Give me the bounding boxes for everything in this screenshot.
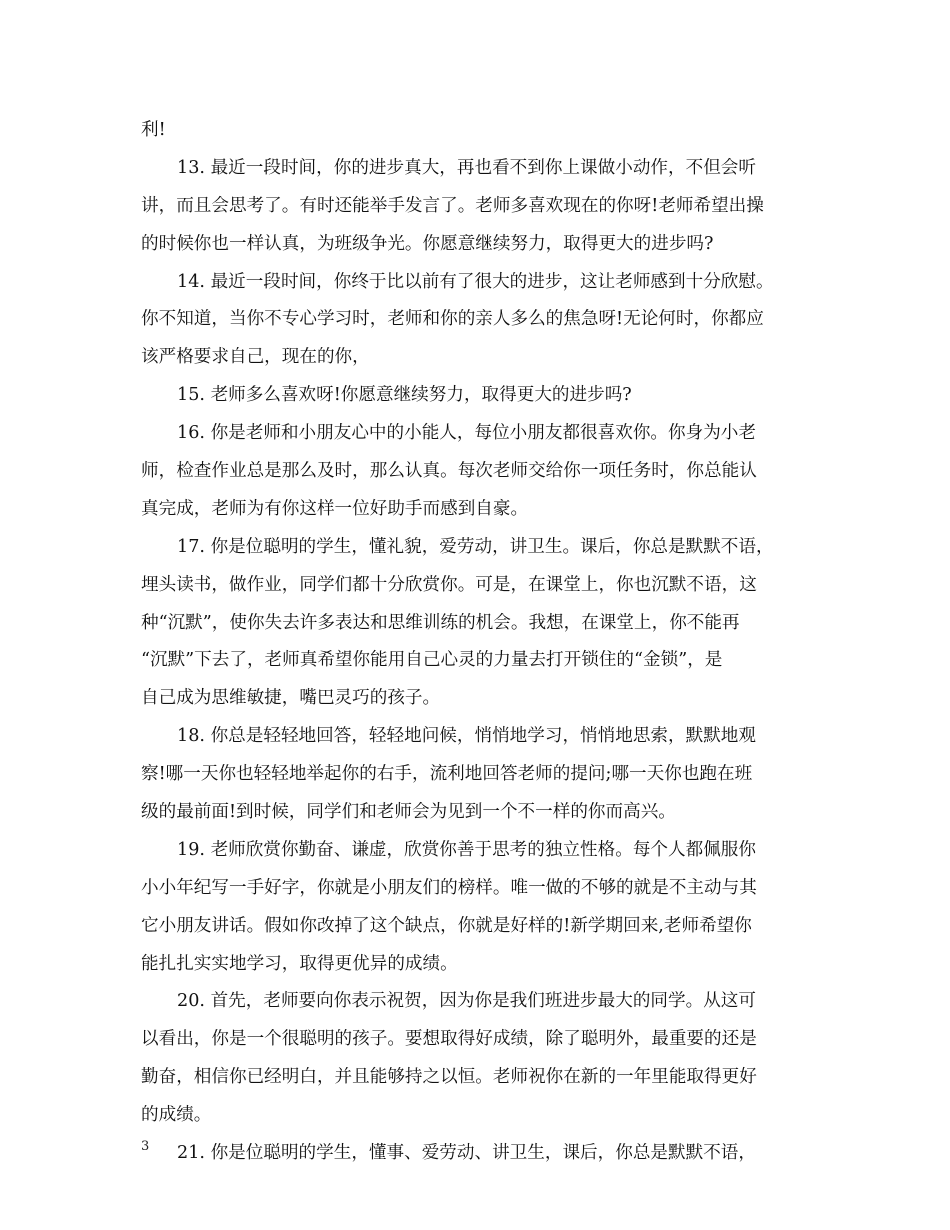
text-line: 利! [141, 120, 166, 140]
text-line: 它小朋友讲话。假如你改掉了这个缺点，你就是好样的!新学期回来,老师希望你 [141, 915, 752, 936]
body-text [141, 112, 811, 1173]
text-line: 埋头读书，做作业，同学们都十分欣赏你。可是，在课堂上，你也沉默不语，这 [141, 574, 757, 595]
text-line: 13. 最近一段时间，你的进步真大，再也看不到你上课做小动作，不但会听 [177, 157, 756, 178]
text-line: 17. 你是位聪明的学生，懂礼貌，爱劳动，讲卫生。课后，你总是默默不语， [177, 536, 774, 557]
text-line: 14. 最近一段时间，你终于比以前有了很大的进步，这让老师感到十分欣慰。 [177, 271, 774, 292]
text-line: 15. 老师多么喜欢呀!你愿意继续努力，取得更大的进步吗? [177, 385, 632, 406]
text-line: 该严格要求自己，现在的你， [141, 347, 370, 368]
text-line: 种“沉默”，使你失去许多表达和思维训练的机会。我想，在课堂上，你不能再 [141, 612, 740, 633]
text-line: 勤奋，相信你已经明白，并且能够持之以恒。老师祝你在新的一年里能取得更好 [141, 1067, 757, 1088]
text-line: 20. 首先，老师要向你表示祝贺，因为你是我们班进步最大的同学。从这可 [177, 991, 756, 1012]
text-line: 21. 你是位聪明的学生，懂事、爱劳动、讲卫生，课后，你总是默默不语， [177, 1143, 756, 1164]
text-line: 级的最前面!到时候，同学们和老师会为见到一个不一样的你而高兴。 [141, 802, 676, 823]
text-line: 的成绩。 [141, 1105, 212, 1126]
text-line: 师，检查作业总是那么及时，那么认真。每次老师交给你一项任务时，你总能认 [141, 461, 757, 482]
text-line: 能扎扎实实地学习，取得更优异的成绩。 [141, 953, 458, 974]
page-number: 3 [141, 1139, 150, 1154]
text-line: 自己成为思维敏捷，嘴巴灵巧的孩子。 [141, 688, 441, 709]
text-line: 讲，而且会思考了。有时还能举手发言了。老师多喜欢现在的你呀!老师希望出操 [141, 195, 764, 216]
text-line: 真完成，老师为有你这样一位好助手而感到自豪。 [141, 498, 529, 519]
text-line: 18. 你总是轻轻地回答，轻轻地问候，悄悄地学习，悄悄地思索，默默地观 [177, 726, 756, 747]
text-line: 小小年纪写一手好字，你就是小朋友们的榜样。唯一做的不够的就是不主动与其 [141, 877, 757, 898]
text-line: 的时候你也一样认真，为班级争光。你愿意继续努力，取得更大的进步吗? [141, 233, 714, 254]
text-line: 16. 你是老师和小朋友心中的小能人，每位小朋友都很喜欢你。你身为小老 [177, 423, 756, 444]
text-line: 以看出，你是一个很聪明的孩子。要想取得好成绩，除了聪明外，最重要的还是 [141, 1029, 757, 1050]
text-line: “沉默”下去了，老师真希望你能用自己心灵的力量去打开锁住的“金锁”，是 [141, 650, 723, 671]
text-line: 19. 老师欣赏你勤奋、谦虚，欣赏你善于思考的独立性格。每个人都佩服你 [177, 839, 756, 860]
text-line: 察!哪一天你也轻轻地举起你的右手，流利地回答老师的提问;哪一天你也跑在班 [141, 764, 753, 785]
text-line: 你不知道，当你不专心学习时，老师和你的亲人多么的焦急呀!无论何时，你都应 [141, 309, 764, 330]
